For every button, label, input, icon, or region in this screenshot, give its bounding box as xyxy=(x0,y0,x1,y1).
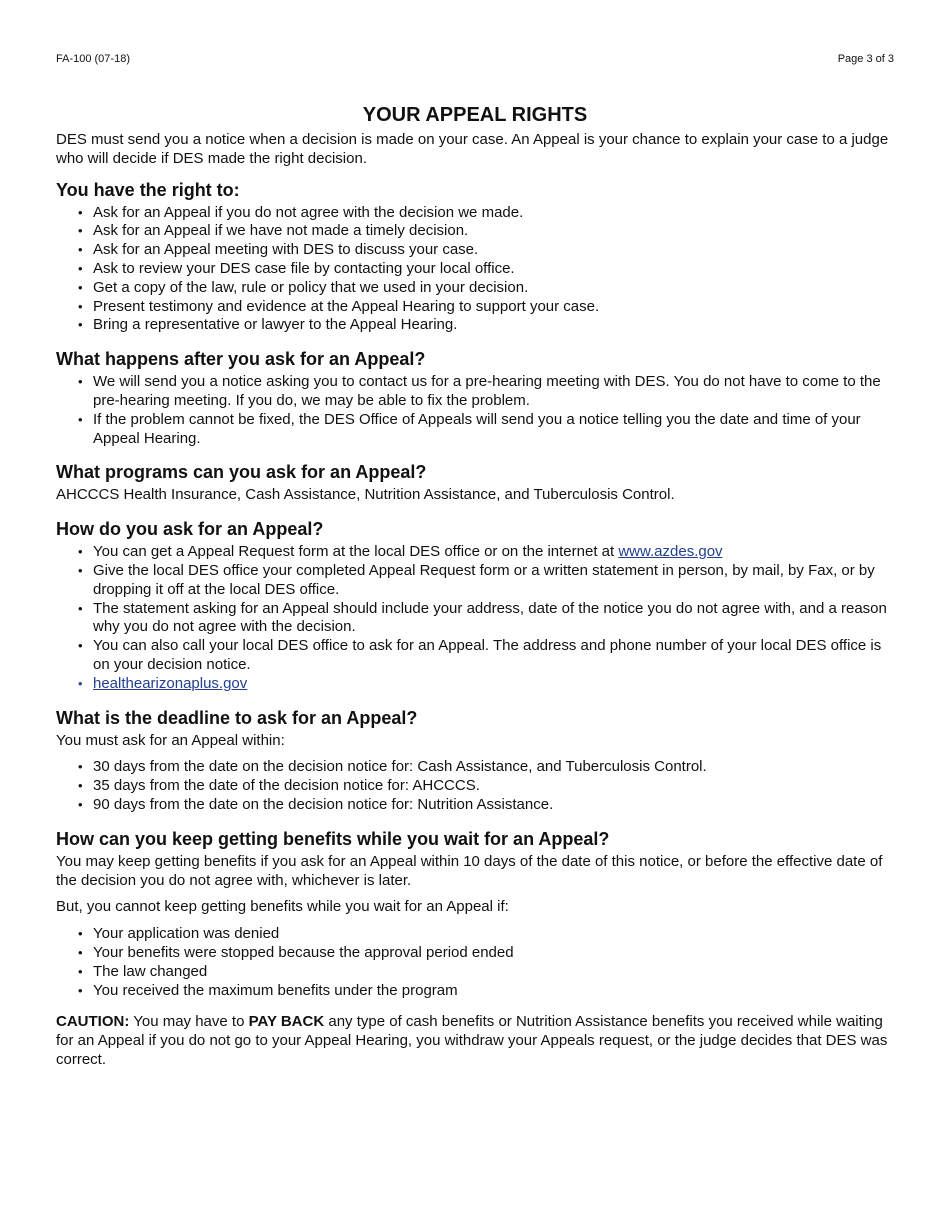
page-title: YOUR APPEAL RIGHTS xyxy=(362,104,588,126)
list-item: • Ask for an Appeal meeting with DES to discuss your case. xyxy=(56,241,894,260)
list-item: • Present testimony and evidence at the Appeal Hearing to support your case. xyxy=(56,298,894,317)
how-to-appeal-heading: How do you ask for an Appeal? xyxy=(56,519,324,540)
page-number: Page 3 of 3 xyxy=(837,53,894,65)
intro-paragraph: DES must send you a notice when a decision is made on your case. An Appeal is your chance to explain your case to a judge who will decide if DES made the right decision. xyxy=(56,131,889,167)
list-item: • The statement asking for an Appeal should include your address, date of the notice you do not agree with, and a reason why you do not agree with the decision. xyxy=(56,600,894,638)
deadline-intro: You must ask for an Appeal within: xyxy=(56,731,285,749)
list-item: • 35 days from the date of the decision notice for: AHCCCS. xyxy=(56,777,894,796)
list-item xyxy=(56,675,894,694)
list-item: • Ask to review your DES case file by contacting your local office. xyxy=(56,260,894,279)
list-item: • Give the local DES office your completed Appeal Request form or a written statement in person, by mail, by Fax, or by dropping it off at the local DES office. xyxy=(56,562,894,600)
benefits-text: You may keep getting benefits if you ask for an Appeal within 10 days of the date of this notice, or before the effective date of the decision you do not agree with, whichever is later. xyxy=(56,852,883,889)
benefits-heading: How can you keep getting benefits while you wait for an Appeal? xyxy=(56,828,610,849)
benefits-exceptions-intro: But, you cannot keep getting benefits while you wait for an Appeal if: xyxy=(56,898,509,916)
list-item: • 90 days from the date on the decision notice for: Nutrition Assistance. xyxy=(56,796,894,815)
rights-list xyxy=(56,204,894,336)
deadline-heading: What is the deadline to ask for an Appeal? xyxy=(56,707,418,728)
healthearizonaplus-link[interactable]: healthearizonaplus.gov xyxy=(93,674,248,692)
caution-text: any type of cash benefits or Nutrition Assistance benefits you received while waiting for an Appeal if you do not go to your Appeal Hearing, you withdraw your Appeals request, or the judge decides that DES was correct. xyxy=(56,1013,888,1068)
list-item: • Bring a representative or lawyer to the Appeal Hearing. xyxy=(56,316,894,335)
rights-heading: You have the right to: xyxy=(56,179,240,200)
list-item: • Ask for an Appeal if you do not agree with the decision we made. xyxy=(56,204,894,223)
list-item: • The law changed xyxy=(56,963,894,982)
caution-text: You may have to xyxy=(129,1013,249,1031)
list-item: • Get a copy of the law, rule or policy that we used in your decision. xyxy=(56,279,894,298)
document-body xyxy=(56,103,894,1070)
azdes-link[interactable]: www.azdes.gov xyxy=(618,543,723,561)
list-item: • 30 days from the date on the decision notice for: Cash Assistance, and Tuberculosis Control. xyxy=(56,758,894,777)
pay-back-text: PAY BACK xyxy=(248,1013,325,1031)
after-appeal-heading: What happens after you ask for an Appeal? xyxy=(56,349,426,370)
list-item: • You can also call your local DES office to ask for an Appeal. The address and phone number of your local DES office is on your decision notice. xyxy=(56,637,894,675)
list-item: • We will send you a notice asking you to contact us for a pre-hearing meeting with DES. You do not have to come to the pre-hearing meeting. If you do, we may be able to fix the problem. xyxy=(56,373,894,411)
list-item: • You received the maximum benefits under the program xyxy=(56,982,894,1001)
form-code: FA-100 (07-18) xyxy=(56,53,130,65)
list-item: • Your application was denied xyxy=(56,925,894,944)
list-item: • If the problem cannot be fixed, the DES Office of Appeals will send you a notice telling you the date and time of your Appeal Hearing. xyxy=(56,411,894,449)
deadline-list xyxy=(56,758,894,814)
how-to-appeal-list xyxy=(56,543,894,693)
after-appeal-list xyxy=(56,373,894,448)
caution-label: CAUTION: xyxy=(56,1013,130,1031)
list-item-text: You can get a Appeal Request form at the local DES office or on the internet at xyxy=(93,543,619,561)
list-item: • Ask for an Appeal if we have not made a timely decision. xyxy=(56,222,894,241)
caution-paragraph xyxy=(56,1013,894,1069)
programs-text: AHCCCS Health Insurance, Cash Assistance, Nutrition Assistance, and Tuberculosis Control. xyxy=(56,486,675,504)
list-item xyxy=(56,543,894,562)
programs-heading: What programs can you ask for an Appeal? xyxy=(56,462,427,483)
list-item: • Your benefits were stopped because the approval period ended xyxy=(56,944,894,963)
benefits-exceptions-list xyxy=(56,925,894,1000)
